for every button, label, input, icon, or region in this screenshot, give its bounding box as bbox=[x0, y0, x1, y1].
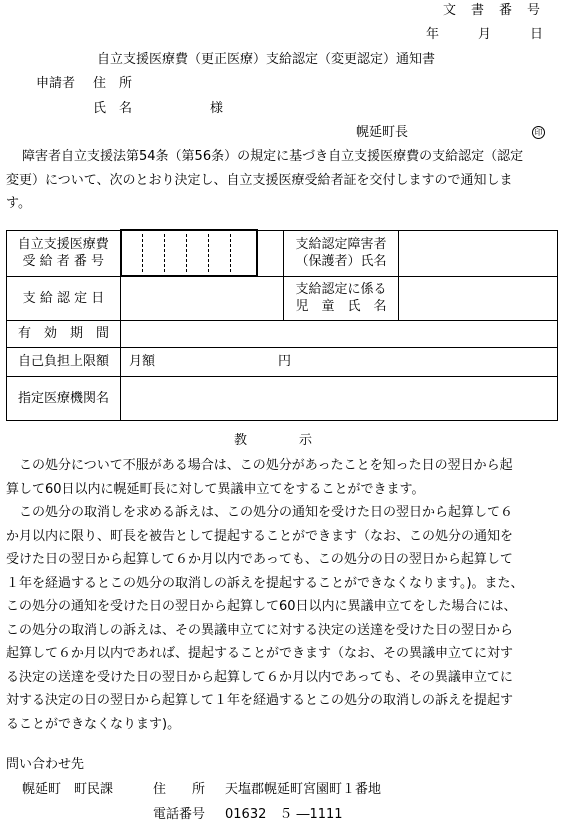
intro-line: 変更）について、次のとおり決定し、自立支援医療受給者証を交付しますので通知しま bbox=[6, 172, 513, 188]
valid-period-label: 有 効 期 間 bbox=[7, 320, 121, 347]
instruction-line: 対する決定の日の翌日から起算して１年を経過するとこの処分の取消しの訴えを提起す bbox=[6, 693, 514, 708]
instruction-line: この処分について不服がある場合は、この処分があったことを知った日の翌日から起 bbox=[6, 458, 513, 473]
instruction-heading: 教 示 bbox=[234, 433, 313, 448]
document-number-label: 文 書 番 号 bbox=[443, 3, 542, 18]
digit-divider bbox=[186, 234, 187, 272]
digit-divider bbox=[142, 234, 143, 272]
recipient-number-label: 自立支援医療費 受 給 者 番 号 bbox=[7, 230, 121, 276]
address-label: 住 所 bbox=[93, 76, 133, 91]
contact-address-label: 住 所 bbox=[153, 782, 206, 797]
instruction-line: 起算して６か月以内であれば、提起することができます（なお、その異議申立てに対す bbox=[6, 646, 514, 661]
instruction-line: この処分の取消しを求める訴えは、この処分の通知を受けた日の翌日から起算して６ bbox=[6, 505, 514, 520]
contact-heading: 問い合わせ先 bbox=[6, 757, 85, 772]
contact-address: 天塩郡幌延町宮園町１番地 bbox=[225, 782, 382, 797]
certification-table bbox=[6, 229, 558, 421]
instruction-line: ることができなくなります)。 bbox=[6, 716, 181, 732]
date-label: 年 月 日 bbox=[426, 27, 544, 42]
medical-institution-field[interactable] bbox=[121, 376, 558, 420]
contact-phone-number: 01632 ５ ―1111 bbox=[225, 807, 343, 822]
copay-limit-label: 自己負担上限額 bbox=[7, 347, 121, 376]
valid-period-field[interactable] bbox=[121, 320, 558, 347]
digit-divider bbox=[164, 234, 165, 272]
disabled-person-name-field[interactable] bbox=[399, 230, 558, 276]
copay-limit-field[interactable] bbox=[121, 347, 558, 376]
contact-phone-label: 電話番号 bbox=[153, 807, 206, 822]
instruction-paragraph-1 bbox=[6, 454, 574, 501]
yen-label: 円 bbox=[278, 353, 292, 369]
spacer-cell bbox=[257, 230, 284, 276]
instruction-line: 算して60日以内に幌延町長に対して異議申立てをすることができます。 bbox=[6, 481, 425, 497]
instruction-line: この処分の取消しの訴えは、その異議申立てに対する決定の送達を受けた日の翌日から bbox=[6, 622, 514, 638]
instruction-paragraph-2 bbox=[6, 501, 574, 736]
digit-divider bbox=[208, 234, 209, 272]
instruction-line: る決定の送達を受けた日の翌日から起算して６か月以内であっても、その異議申立てに bbox=[6, 669, 513, 685]
contact-department: 幌延町 町民課 bbox=[22, 782, 114, 797]
honorific-sama: 様 bbox=[210, 101, 224, 116]
document-title: 自立支援医療費（更正医療）支給認定（変更認定）通知書 bbox=[97, 52, 436, 67]
instruction-line: か月以内に限り、町長を被告として提起することができます（なお、この処分の通知を bbox=[6, 528, 514, 544]
recipient-number-digit-boxes[interactable] bbox=[121, 230, 257, 276]
instruction-line: この処分の通知を受けた日の翌日から起算して60日以内に異議申立てをした場合には、 bbox=[6, 599, 517, 614]
child-name-field[interactable] bbox=[399, 276, 558, 320]
applicant-label: 申請者 bbox=[36, 76, 76, 91]
medical-institution-label: 指定医療機関名 bbox=[7, 376, 121, 420]
disabled-person-name-label: 支給認定障害者 （保護者）氏名 bbox=[284, 230, 399, 276]
digit-divider bbox=[230, 234, 231, 272]
cert-date-field[interactable] bbox=[121, 276, 284, 320]
cert-date-label: 支 給 認 定 日 bbox=[7, 276, 121, 320]
intro-line: す。 bbox=[6, 196, 31, 211]
instruction-line: 受けた日の翌日から起算して６か月以内であっても、この処分の日の翌日から起算して bbox=[6, 552, 513, 567]
issuer-mayor: 幌延町長 bbox=[356, 125, 409, 140]
name-label: 氏 名 bbox=[93, 101, 133, 116]
monthly-label: 月額 bbox=[129, 353, 156, 369]
instruction-line: １年を経過するとこの処分の取消しの訴えを提起することができなくなります。)。また、 bbox=[6, 575, 524, 591]
seal-mark-icon: 印 bbox=[532, 126, 545, 139]
intro-line: 障害者自立支援法第54条（第56条）の規定に基づき自立支援医療費の支給認定（認定 bbox=[22, 149, 524, 164]
intro-paragraph bbox=[6, 145, 574, 216]
child-name-label: 支給認定に係る 児 童 氏 名 bbox=[284, 276, 399, 320]
